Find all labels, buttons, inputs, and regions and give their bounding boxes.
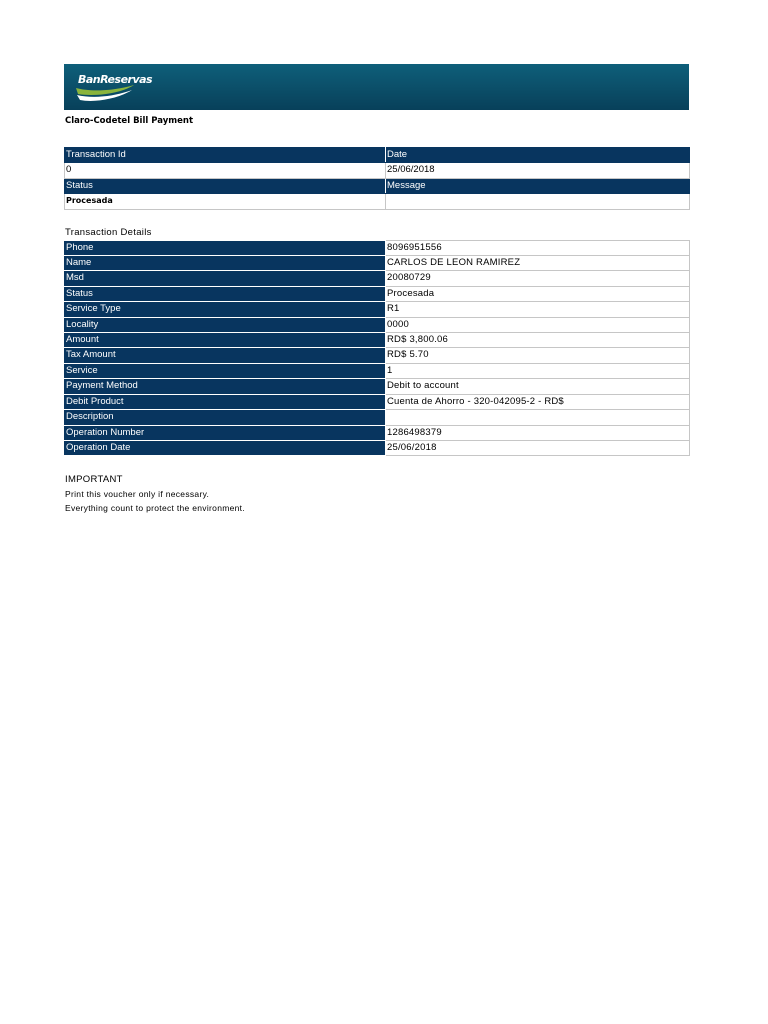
logo-swoosh-icon [74, 84, 138, 104]
status-label: Status [65, 178, 386, 193]
date-value: 25/06/2018 [386, 163, 690, 178]
details-row-value: 1286498379 [386, 425, 690, 440]
details-row [65, 240, 690, 255]
details-row-label: Operation Date [65, 440, 386, 455]
date-label: Date [386, 148, 690, 163]
note-line-print: Print this voucher only if necessary. [65, 489, 210, 500]
details-section-title: Transaction Details [65, 226, 152, 238]
transaction-summary-table [64, 147, 690, 210]
details-row-value: Procesada [386, 286, 690, 301]
details-row-value: 20080729 [386, 271, 690, 286]
details-row [65, 379, 690, 394]
details-row-label: Msd [65, 271, 386, 286]
bank-logo [74, 70, 153, 106]
details-row-label: Debit Product [65, 394, 386, 409]
details-row-label: Phone [65, 240, 386, 255]
document-title: Claro-Codetel Bill Payment [65, 116, 194, 126]
details-row-label: Name [65, 256, 386, 271]
important-notes [64, 472, 689, 515]
summary-value-row [65, 163, 690, 178]
voucher-page [64, 64, 689, 515]
details-row [65, 425, 690, 440]
details-row [65, 302, 690, 317]
details-row-value: Debit to account [386, 379, 690, 394]
details-row-label: Payment Method [65, 379, 386, 394]
details-row-value [386, 410, 690, 425]
details-row [65, 317, 690, 332]
important-heading: IMPORTANT [65, 474, 123, 486]
details-row [65, 333, 690, 348]
bank-banner [64, 64, 689, 110]
details-row-label: Operation Number [65, 425, 386, 440]
details-row-value: 0000 [386, 317, 690, 332]
details-row [65, 394, 690, 409]
summary-header-row [65, 148, 690, 163]
status-value: Procesada [65, 194, 386, 209]
details-row-label: Service [65, 363, 386, 378]
details-row-value: RD$ 3,800.06 [386, 333, 690, 348]
details-row-label: Tax Amount [65, 348, 386, 363]
details-row-label: Status [65, 286, 386, 301]
details-row [65, 363, 690, 378]
message-value [386, 194, 690, 209]
details-row-label: Description [65, 410, 386, 425]
details-row-label: Locality [65, 317, 386, 332]
details-row [65, 440, 690, 455]
transaction-id-label: Transaction Id [65, 148, 386, 163]
note-line-environment: Everything count to protect the environment. [65, 503, 245, 514]
details-row-value: 25/06/2018 [386, 440, 690, 455]
details-row [65, 286, 690, 301]
details-row [65, 410, 690, 425]
details-row-value: CARLOS DE LEON RAMIREZ [386, 256, 690, 271]
summary-value-row [65, 194, 690, 209]
details-row-label: Amount [65, 333, 386, 348]
bank-logo-text: BanReservas [78, 73, 153, 86]
message-label: Message [386, 178, 690, 193]
details-row [65, 256, 690, 271]
details-row-label: Service Type [65, 302, 386, 317]
details-row-value: RD$ 5.70 [386, 348, 690, 363]
summary-header-row [65, 178, 690, 193]
details-row-value: R1 [386, 302, 690, 317]
details-row [65, 348, 690, 363]
details-row-value: Cuenta de Ahorro - 320-042095-2 - RD$ [386, 394, 690, 409]
details-row [65, 271, 690, 286]
details-row-value: 8096951556 [386, 240, 690, 255]
transaction-id-value: 0 [65, 163, 386, 178]
transaction-details-table [64, 240, 690, 457]
details-row-value: 1 [386, 363, 690, 378]
